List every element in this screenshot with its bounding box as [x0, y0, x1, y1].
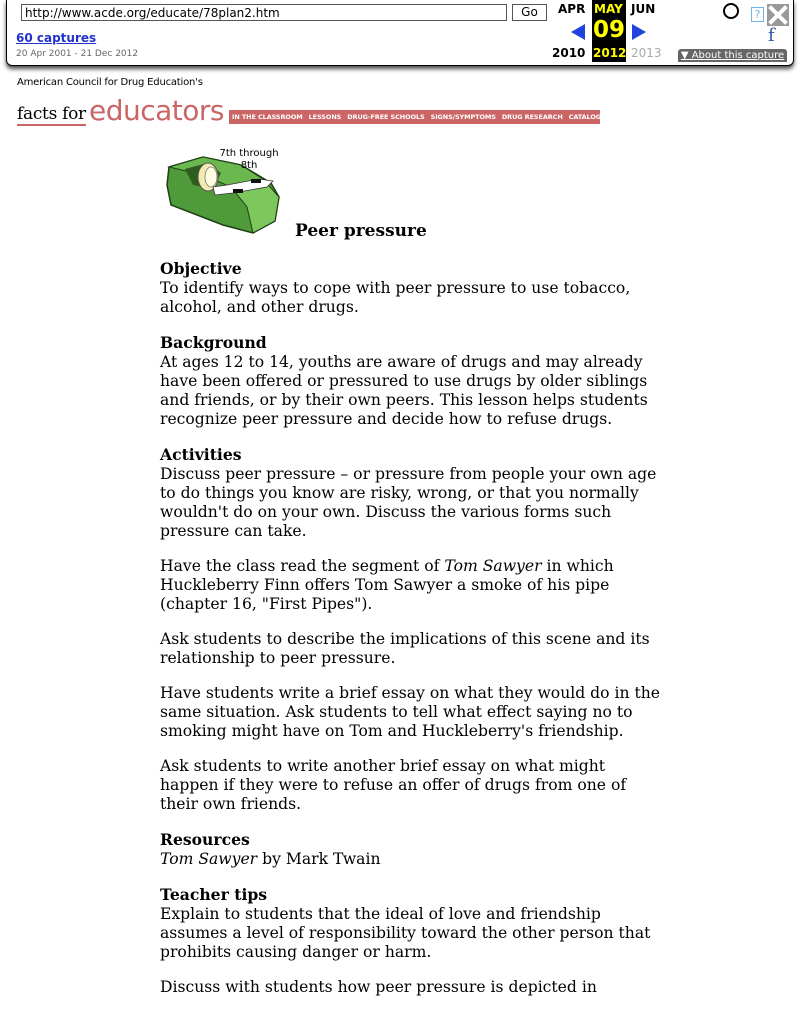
prev-capture-arrow-icon[interactable] — [571, 24, 585, 40]
nav-drug-free-schools[interactable]: DRUG-FREE SCHOOLS — [347, 113, 425, 121]
current-day: 09 — [592, 17, 625, 43]
resources-heading: Resources — [160, 830, 250, 849]
activities-paragraph-2 — [160, 557, 660, 614]
activities-p2-text-cont: in which Huckleberry Finn offers Tom Sawyer a smoke of his pipe (chapter 16, "First Pipes"). — [160, 557, 614, 613]
about-capture-button[interactable]: ▼ About this capture — [678, 49, 787, 62]
book-title-tom-sawyer: Tom Sawyer — [444, 557, 542, 575]
wayback-toolbar — [6, 0, 794, 66]
nav-drug-research[interactable]: DRUG RESEARCH — [501, 113, 563, 121]
organization-name: American Council for Drug Education's — [17, 77, 203, 88]
activities-paragraph-5: Ask students to write another brief essay on what might happen if they were to refuse an offer of drugs from one of their own friends. — [160, 757, 627, 813]
activities-paragraph-1: Discuss peer pressure – or pressure from people your own age to do things you know are risky, wrong, or that you normally wouldn't do on your own. Discuss the various forms such pressure can take. — [160, 465, 657, 540]
objective-text: To identify ways to cope with peer pressure to use tobacco, alcohol, and other drugs. — [160, 279, 631, 316]
grade-label-line2: 8th — [240, 160, 258, 171]
loading-circle-icon — [723, 3, 739, 19]
background-heading: Background — [160, 333, 267, 352]
nav-catalog[interactable]: CATALOG — [568, 113, 602, 121]
resource-author: by Mark Twain — [257, 850, 381, 868]
next-capture-arrow-icon[interactable] — [632, 24, 646, 40]
lesson-content — [160, 259, 660, 1013]
activities-paragraph-4: Have students write a brief essay on what they would do in the same situation. Ask students to tell what effect saying no to smoking might have on Tom and Huckleberry's friendship. — [160, 684, 661, 740]
activities-heading: Activities — [160, 445, 242, 464]
teacher-tips-heading: Teacher tips — [160, 885, 268, 904]
teacher-tips-paragraph-2: Discuss with students how peer pressure is depicted in — [160, 978, 597, 996]
next-year-label: 2013 — [631, 46, 662, 60]
resource-book-title: Tom Sawyer — [160, 850, 258, 868]
help-icon[interactable]: ? — [751, 7, 764, 22]
wayback-url-input[interactable] — [21, 4, 507, 21]
prev-year-link[interactable]: 2010 — [552, 46, 586, 60]
prev-month-link[interactable]: APR — [558, 2, 586, 16]
grade-level-label — [219, 148, 279, 172]
current-month: MAY — [594, 2, 623, 16]
nav-in-the-classroom[interactable]: IN THE CLASSROOM — [232, 113, 303, 121]
capture-date-range: 20 Apr 2001 - 21 Dec 2012 — [16, 49, 139, 59]
nav-lessons[interactable]: LESSONS — [308, 113, 342, 121]
activities-p2-text: Have the class read the segment of — [160, 557, 445, 575]
activities-paragraph-3: Ask students to describe the implications of this scene and its relationship to peer pressure. — [160, 630, 650, 667]
logo-educators[interactable]: educators — [89, 94, 225, 127]
facebook-icon[interactable]: f — [768, 25, 775, 46]
background-text: At ages 12 to 14, youths are aware of drugs and may already have been offered or pressured to use drugs by older siblings and friends, or by their own peers. This lesson helps students recognize peer pressure and decide how to refuse drugs. — [160, 353, 648, 428]
next-month-link[interactable]: JUN — [631, 2, 656, 16]
objective-heading: Objective — [160, 259, 242, 278]
logo-facts-for[interactable]: facts for — [17, 104, 86, 124]
teacher-tips-paragraph-1: Explain to students that the ideal of love and friendship assumes a level of responsibility toward the other person that prohibits causing danger or harm. — [160, 905, 651, 961]
grade-label-line1: 7th through — [219, 148, 279, 159]
current-year: 2012 — [593, 46, 627, 60]
site-navbar — [229, 110, 600, 124]
lesson-title: Peer pressure — [295, 221, 427, 241]
close-icon[interactable] — [767, 4, 789, 26]
captures-link[interactable]: 60 captures — [16, 31, 97, 45]
go-button[interactable]: Go — [512, 4, 547, 21]
nav-signs-symptoms[interactable]: SIGNS/SYMPTOMS — [430, 113, 496, 121]
